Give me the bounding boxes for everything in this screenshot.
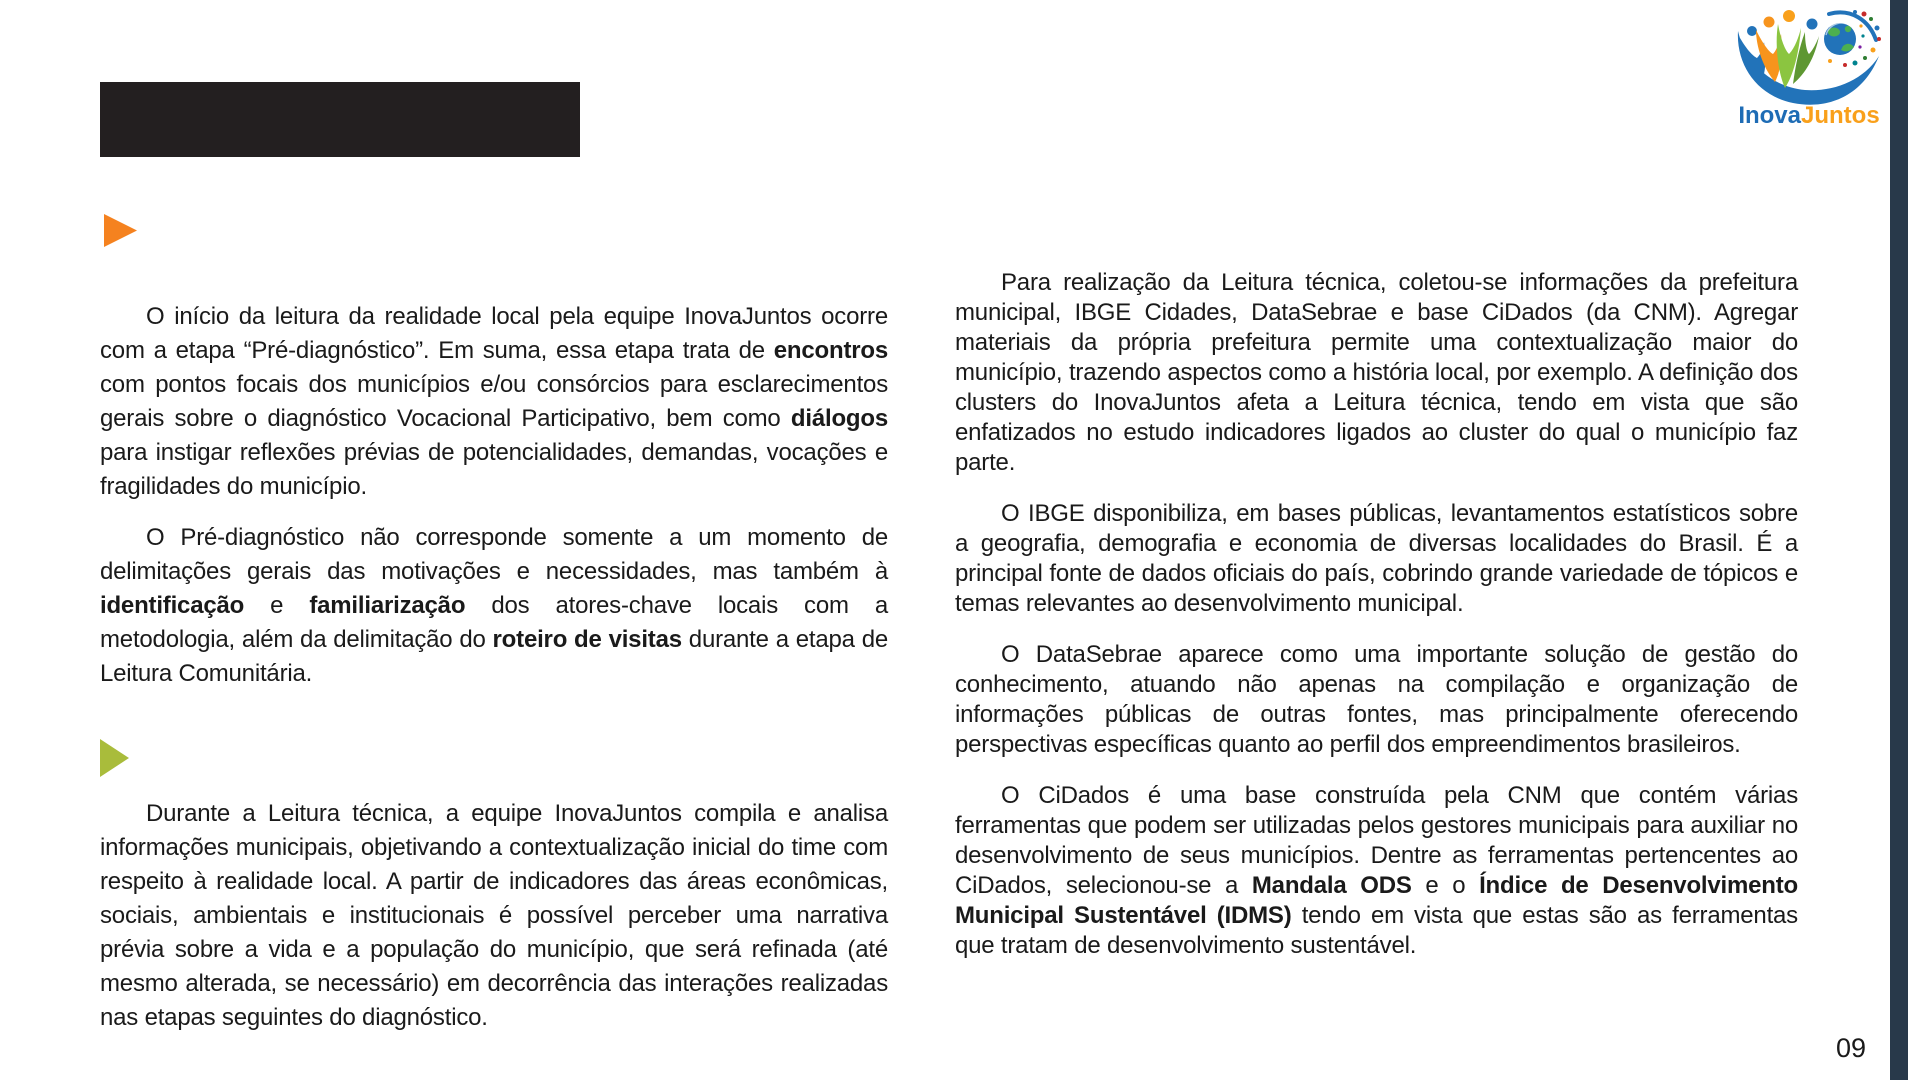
logo-wordmark-juntos: Juntos [1801, 102, 1880, 129]
paragraph: Durante a Leitura técnica, a equipe InovaJuntos compila e analisa informações municipais, objetivando a contextualização inicial do time com respeito à realidade local. A partir de indicadores das áreas econômicas, sociais, ambientais e institucionais é possível perceber uma narrativa prévia sobre a vida e a população do município, que será refinada (até mesmo alterada, se necessário) em decorrência das interações realizadas nas etapas seguintes do diagnóstico. [100, 800, 888, 1031]
right-column-text [955, 268, 1798, 982]
section-marker-orange-triangle-icon [104, 214, 137, 247]
logo-wordmark [1738, 102, 1879, 129]
left-column-upper-text [100, 300, 888, 708]
left-column-lower-text [100, 797, 888, 1035]
paragraph: O início da leitura da realidade local pela equipe InovaJuntos ocorre com a etapa “Pré-diagnóstico”. Em suma, essa etapa trata de encontros com pontos focais dos municípios e/ou consórcios para esclarecimentos gerais sobre o diagnóstico Vocacional Participativo, bem como diálogos para instigar reflexões prévias de potencialidades, demandas, vocações e fragilidades do município. [100, 303, 888, 500]
page-number: 09 [1836, 1033, 1867, 1063]
logo-wordmark-inova: Inova [1738, 102, 1802, 129]
inovajuntos-logo-graphic [1733, 6, 1885, 130]
logo-globe-icon [1824, 23, 1856, 55]
paragraph: O IBGE disponibiliza, em bases públicas, levantamentos estatísticos sobre a geografia, demografia e economia de diversas localidades do Brasil. É a principal fonte de dados oficiais do país, cobrindo grande variedade de tópicos e temas relevantes ao desenvolvimento municipal. [955, 500, 1798, 617]
inovajuntos-logo [1733, 6, 1885, 130]
title-block [100, 82, 580, 157]
section-marker-green-triangle-icon [100, 739, 129, 777]
page-edge-bar [1890, 0, 1908, 1080]
paragraph: Para realização da Leitura técnica, coletou-se informações da prefeitura municipal, IBGE Cidades, DataSebrae e base CiDados (da CNM). Agregar materiais da própria prefeitura permite uma contextualização maior do município, trazendo aspectos como a história local, por exemplo. A definição dos clusters do InovaJuntos afeta a Leitura técnica, tendo em vista que são enfatizados no estudo indicadores ligados ao cluster do qual o município faz parte. [955, 269, 1798, 476]
paragraph: O CiDados é uma base construída pela CNM que contém várias ferramentas que podem ser utilizadas pelos gestores municipais para auxiliar no desenvolvimento de seus municípios. Dentre as ferramentas pertencentes ao CiDados, selecionou-se a Mandala ODS e o Índice de Desenvolvimento Municipal Sustentável (IDMS) tendo em vista que estas são as ferramentas que tratam de desenvolvimento sustentável. [955, 782, 1798, 959]
paragraph: O Pré-diagnóstico não corresponde somente a um momento de delimitações gerais das motivações e necessidades, mas também à identificação e familiarização dos atores-chave locais com a metodologia, além da delimitação do roteiro de visitas durante a etapa de Leitura Comunitária. [100, 524, 888, 687]
paragraph: O DataSebrae aparece como uma importante solução de gestão do conhecimento, atuando não apenas na compilação e organização de informações públicas de outras fontes, mas principalmente oferecendo perspectivas específicas quanto ao perfil dos empreendimentos brasileiros. [955, 641, 1798, 758]
